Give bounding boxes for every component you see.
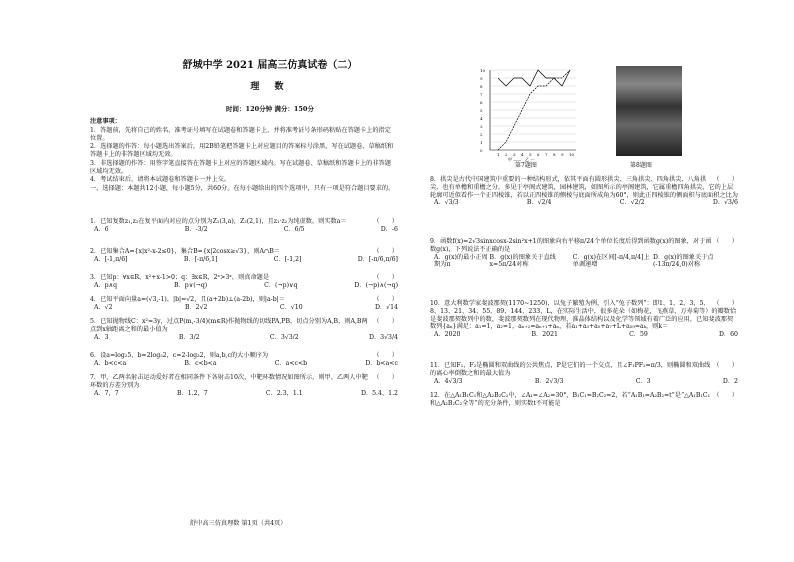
question-stem: 6．设a=log₂5，b=2log₃2，c=2-log₃2，则a,b,c的大小顺序为: [90, 352, 269, 359]
notes-section: [90, 118, 395, 194]
option: B．2√3/3: [534, 377, 564, 385]
option: C．59: [629, 331, 648, 338]
option: A．3: [94, 333, 109, 341]
question-leftq-3: [90, 296, 398, 312]
y-tick-label: 4: [480, 116, 483, 121]
option: D．g(x)的图象关于点(-13π/24,0)对称: [653, 253, 714, 269]
option: C．(¬p)∨q: [264, 281, 298, 289]
y-tick-label: 1: [480, 140, 483, 145]
option: C．3√3/2: [269, 333, 299, 341]
option: D．(¬p)∧(¬q): [354, 281, 398, 289]
options-row: [430, 331, 738, 339]
question-stem: 3．已知p：∀x∈R，x²+x-1>0；q：∃x∈R，2ˣ>3ˣ，则真命题是: [90, 274, 270, 281]
section-heading: 一、选择题：本题共12小题，每小题5分，共60分。在每小题给出的四个选项中，只有一项是符合题目要求的。: [90, 185, 395, 192]
option: A．g(x)的最小正周期为π: [434, 253, 488, 269]
options-row: [90, 256, 398, 264]
x-tick-label: 10: [569, 152, 575, 157]
note-item: 4．考试结束后，请将本试题卷和答题卡一并上交。: [90, 176, 231, 184]
question-stem: 10．意大利数学家斐波那契(1170~1250)，以兔子繁殖为例，引入“兔子数列”：即1、1、2、3、5、8、13、21、34、55、89、144、233、L，在实际生活中，很多花朵（如梅花，飞燕草，万寿菊等）的瓣数恰是斐波那契数列中的数，斐波那契数列在现代物理，准晶体结构以及化学等领域有着广泛的应用，已知斐波那契数列{aₙ}满足：a₁=1，a₂=1，aₙ₊₂=aₙ₊₁+aₙ，若a₁+a₃+a₅+a₇+L+a₅₉=aₖ，则k＝: [430, 300, 737, 331]
option: C．3: [635, 377, 651, 385]
option: A．p∧q: [94, 281, 118, 289]
option: D．60: [718, 331, 738, 338]
question-rightq-2: [430, 300, 738, 339]
y-tick-label: 3: [480, 124, 483, 129]
x-tick-label: 1: [497, 152, 500, 157]
note-item: 2．选择题的作答：每小题选出答案后，用2B铅笔把答题卡上对应题目的答案标号涂黑，写在试题卷、草稿纸和答题卡上的非答题区域均无效。: [90, 143, 394, 158]
option: B．1.2，7: [176, 389, 208, 397]
question-stem: 7．甲、乙两名射击运动爱好者在相同条件下各射击10次，中靶环数情况如图所示，则甲、乙两人中靶环数的方差分别为: [90, 374, 368, 389]
option: C．6/5: [283, 225, 305, 233]
answer-paren: （ ）: [713, 300, 738, 307]
option: B．2√2: [184, 303, 208, 311]
y-tick-label: 5: [480, 108, 483, 113]
x-tick-label: 9: [561, 152, 564, 157]
exam-subject: 理 数: [250, 82, 290, 92]
question-leftq-2: [90, 274, 398, 290]
option: C．√2/2: [619, 199, 645, 207]
options-row: [430, 254, 738, 270]
options-row: [90, 390, 398, 398]
answer-paren: （ ）: [713, 176, 738, 183]
option: D．-6: [380, 225, 398, 233]
option: C．a<c<b: [274, 359, 308, 367]
option: D．[-π/6,π/6]: [357, 255, 398, 263]
question-leftq-5: [90, 352, 398, 368]
option: C．[-1,2]: [273, 255, 302, 263]
option: A．2020: [434, 331, 461, 338]
figure-7-caption: 第7题图: [515, 162, 537, 169]
question-rightq-0: [430, 176, 738, 207]
answer-paren: （ ）: [373, 248, 398, 255]
answer-paren: （ ）: [373, 318, 398, 325]
option: B．c<b<a: [184, 359, 217, 367]
option: B．p∨(¬q): [174, 281, 208, 289]
answer-paren: （ ）: [713, 392, 738, 399]
question-leftq-6: [90, 374, 398, 397]
x-tick-label: 6: [537, 152, 540, 157]
question-rightq-4: [430, 392, 738, 408]
answer-paren: （ ）: [373, 218, 398, 225]
option: B．g(x)的图象关于直线x=5π/24对称: [489, 253, 556, 269]
chart-legend: 甲 —— 乙 ---: [508, 157, 535, 162]
question-stem: 1．已知复数z₁,z₂在复平面内对应的点分别为Z₁(3,a)，Z₂(2,1)，且z₁·z₂为纯虚数，则实数a＝: [90, 218, 347, 225]
answer-paren: （ ）: [373, 374, 398, 381]
option: B．-3/2: [184, 225, 208, 233]
answer-paren: （ ）: [373, 352, 398, 359]
option: A．√3/3: [434, 199, 459, 207]
option: C．2.3，1.1: [265, 389, 303, 397]
question-rightq-1: [430, 238, 738, 269]
y-tick-label: 2: [480, 132, 483, 137]
option: B．[-π/6,1]: [183, 255, 218, 263]
question-stem: 2．已知集合A={x|x²-x-2≤0}，集合B={x|2cosx≥√3}，则A∩B＝: [90, 248, 280, 255]
answer-paren: （ ）: [713, 362, 738, 369]
note-item: 1．答题前，先将自己的姓名、准考证号填写在试题卷和答题卡上，并将准考证号条形码粘贴在答题卡上的指定位置。: [90, 126, 391, 142]
option: D．2: [722, 377, 738, 385]
question-leftq-1: [90, 248, 398, 264]
option: A．6: [94, 225, 109, 233]
note-item: 3．非选择题的作答：用签字笔直接答在答题卡上对应的答题区域内。写在试题卷、草稿纸和答题卡上的非答题区域均无效。: [90, 159, 391, 175]
x-tick-label: 3: [513, 152, 516, 157]
y-tick-label: 6: [480, 100, 483, 105]
y-tick-label: 0: [480, 148, 483, 153]
option: D．√3/6: [712, 199, 738, 207]
option: B．2021: [531, 331, 558, 338]
option: D．3√3/4: [369, 333, 398, 341]
figure-8-caption: 第8题图: [630, 162, 652, 169]
question-stem: 5．已知抛物线C：x²=3y，过点P(m,-3/4)(m∈R)作抛物线的切线PA,PB，切点分别为A,B，则A,B两点到x轴距离之和的最小值为: [90, 318, 368, 333]
page-footer: 舒中高三仿真理数 第1页（共4页）: [190, 520, 287, 527]
notes-heading: 注意事项：: [90, 118, 121, 125]
option: A．b<c<a: [94, 359, 127, 367]
option: D．√14: [375, 303, 398, 311]
options-row: [90, 282, 398, 290]
answer-paren: （ ）: [373, 274, 398, 281]
x-tick-label: 5: [529, 152, 532, 157]
option: B．3/2: [178, 333, 200, 341]
question-stem: 12．在△A₁B₁C₁和△A₂B₂C₂中，∠A₁=∠A₂=30°，B₁C₁=B₂C₂=2，若“A₁B₁=A₂B₂=t”是“△A₁B₁C₁和△A₂B₂C₂全等”的充分条件，则实数t不可能是: [430, 392, 711, 407]
option: A．7，7: [94, 389, 119, 397]
options-row: [90, 304, 398, 312]
question-stem: 9．函数f(x)=2√3sinxcosx-2sin²x+1的图象向右平移π/24个单位长度后得到函数g(x)的图象，对于函数g(x)，下列说法不正确的是: [430, 238, 712, 253]
question-rightq-3: [430, 362, 738, 385]
option: D．5.4，1.2: [360, 389, 398, 397]
y-tick-label: 9: [480, 76, 483, 81]
option: A．4√3/3: [434, 377, 463, 385]
option: A．[-1,π/6]: [94, 255, 128, 263]
figure-8-photo: [616, 66, 682, 156]
answer-paren: （ ）: [713, 238, 738, 245]
question-stem: 4．已知平面向量a=(√3,-1)，|b|=√2，且(a+2b)⊥(a-2b)，则|a-b|＝: [90, 296, 285, 303]
option: C．g(x)在区间[-π/4,π/4]上单调递增: [572, 253, 650, 269]
question-leftq-0: [90, 218, 398, 234]
x-tick-label: 8: [553, 152, 556, 157]
x-tick-label: 2: [505, 152, 508, 157]
question-stem: 8．拱尖是古代中国建筑中重要的一种结构形式，依其平面有圆形拱尖、三角拱尖、四角拱尖、八角拱尖，也有单檐和重檐之分，多见于亭阁式建筑，园林建筑，如图所示的亭阁建筑，它属重檐四角拱尖，它的上层轮廓可近似看作一个正四棱锥，若以正四棱锥的侧棱与底面所成角为60°，则此正四棱锥的侧面积与底面积之比为: [430, 176, 738, 199]
answer-paren: （ ）: [373, 296, 398, 303]
y-tick-label: 7: [480, 92, 483, 97]
x-tick-label: 7: [545, 152, 548, 157]
question-stem: 11．已知F₁，F₂是椭圆和双曲线的公共焦点，P是它们的一个交点，且∠F₁PF₂=π/3，则椭圆和双曲线的离心率倒数之和的最大值为: [430, 362, 711, 377]
option: B．√2/4: [526, 199, 552, 207]
y-tick-label: 8: [480, 84, 483, 89]
exam-time-info: 时间：120分钟 满分：150分: [226, 105, 314, 113]
options-row: [430, 199, 738, 207]
exam-title: 舒城中学 2021 届高三仿真试卷（二）: [182, 60, 358, 71]
options-row: [90, 334, 398, 342]
question-leftq-4: [90, 318, 398, 341]
options-row: [90, 226, 398, 234]
x-tick-label: 4: [521, 152, 524, 157]
option: D．b<a<c: [365, 359, 398, 367]
figure-7-chart: [478, 62, 588, 162]
option: C．√10: [279, 303, 303, 311]
y-tick-label: 10: [480, 68, 486, 73]
option: A．√2: [94, 303, 113, 311]
options-row: [430, 378, 738, 386]
options-row: [90, 360, 398, 368]
